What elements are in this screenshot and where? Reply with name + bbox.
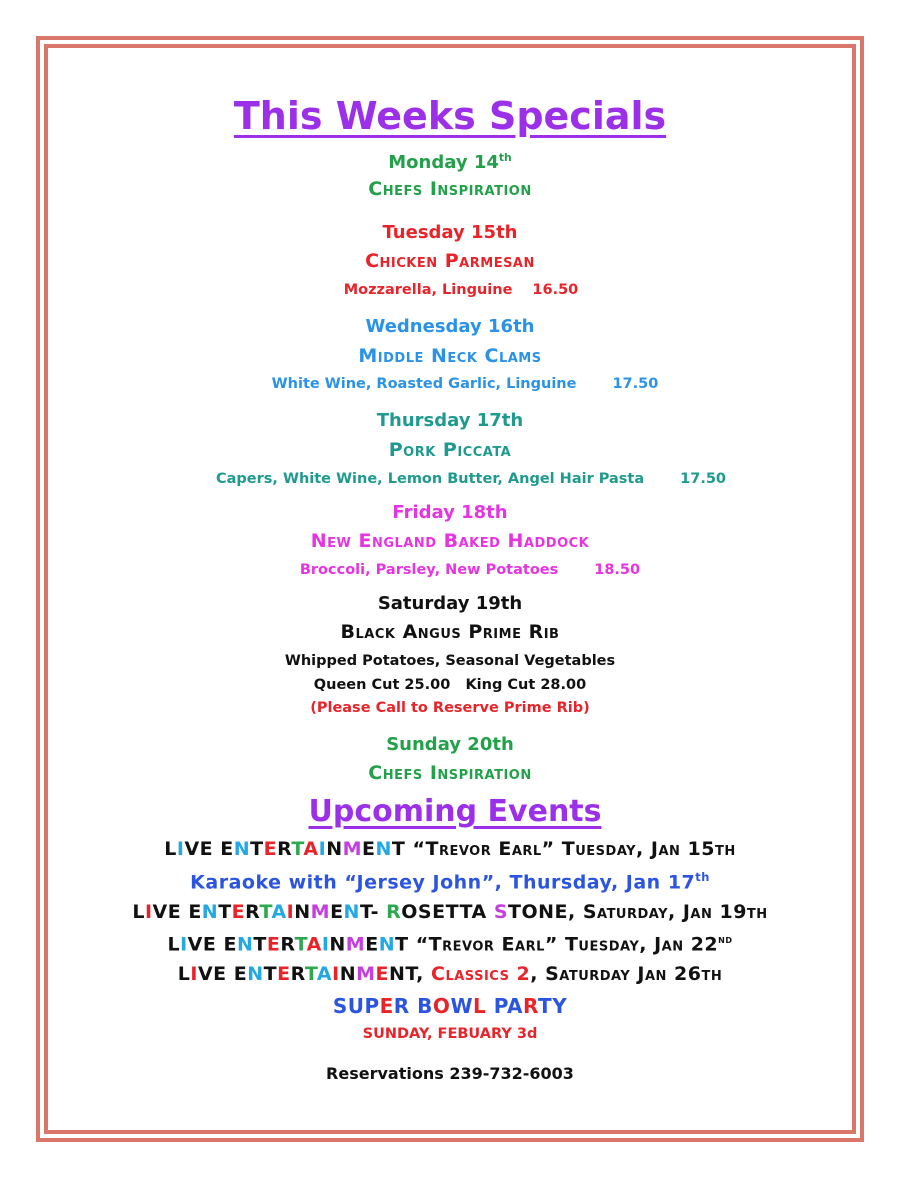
event-1-le: LIVE ENTERTAINMENT <box>164 838 406 860</box>
thursday-heading: Thursday 17th <box>376 410 524 431</box>
friday-desc: Broccoli, Parsley, New Potatoes <box>299 562 559 578</box>
event-1 <box>0 838 900 860</box>
wednesday-heading: Wednesday 16th <box>365 316 535 337</box>
saturday-heading: Saturday 19th <box>377 593 523 614</box>
tuesday-desc: Mozzarella, Linguine <box>343 282 513 298</box>
tuesday-desc-line <box>0 282 900 298</box>
saturday-desc: Whipped Potatoes, Seasonal Vegetables <box>284 653 616 669</box>
monday-dish: Chefs Inspiration <box>368 178 532 200</box>
tuesday-dish: Chicken Parmesan <box>365 250 535 272</box>
event-5-le: LIVE ENTERTAINMENT <box>177 963 417 985</box>
thursday-price: 17.50 <box>680 471 727 487</box>
friday-desc-line <box>0 562 900 578</box>
thursday-desc-line <box>0 471 900 487</box>
event-2-text: Karaoke with “Jersey John”, Thursday, Jan 17 <box>190 871 696 894</box>
events-title: Upcoming Events <box>308 794 602 829</box>
page-title: This Weeks Specials <box>233 94 667 138</box>
tuesday-heading: Tuesday 15th <box>382 222 518 243</box>
event-4: LIVE ENTERTAINMENT “Trevor Earl” Tuesday, Jan 22nd <box>167 932 733 956</box>
super-bowl-date: SUNDAY, FEBUARY 3d <box>362 1026 538 1042</box>
super-bowl-party: SUPER BOWL PARTY <box>332 994 568 1018</box>
event-1-text: “Trevor Earl” Tuesday, Jan 15th <box>405 838 736 860</box>
sunday-heading: Sunday 20th <box>386 734 514 755</box>
saturday-cuts: Queen Cut 25.00 King Cut 28.00 <box>313 677 587 693</box>
monday-sup: th <box>498 151 512 164</box>
event-2-sup: th <box>695 870 710 884</box>
event-4-le: LIVE ENTERTAINMENT <box>167 933 409 956</box>
thursday-desc: Capers, White Wine, Lemon Butter, Angel Hair Pasta <box>215 471 645 487</box>
monday-heading <box>0 151 900 173</box>
sunday-dish: Chefs Inspiration <box>368 762 532 784</box>
wednesday-dish: Middle Neck Clams <box>358 345 542 367</box>
event-4-text: “Trevor Earl” Tuesday, Jan 22 <box>408 933 719 956</box>
reservations: Reservations 239-732-6003 <box>326 1064 574 1083</box>
event-5-band: Classics 2 <box>431 963 531 985</box>
event-3: LIVE ENTERTAINMENT- ROSETTA STONE, Saturday, Jan 19th <box>132 901 768 923</box>
tuesday-price: 16.50 <box>532 282 579 298</box>
event-5: LIVE ENTERTAINMENT, Classics 2, Saturday Jan 26th <box>177 963 723 985</box>
wednesday-price: 17.50 <box>612 376 659 392</box>
saturday-note: (Please Call to Reserve Prime Rib) <box>310 700 590 716</box>
thursday-dish: Pork Piccata <box>388 439 512 461</box>
wednesday-desc: White Wine, Roasted Garlic, Linguine <box>271 376 577 392</box>
friday-price: 18.50 <box>594 562 641 578</box>
event-2 <box>0 870 900 893</box>
event-3-text: , Saturday, Jan 19th <box>568 901 768 923</box>
friday-heading: Friday 18th <box>392 502 508 523</box>
event-3-le: LIVE ENTERTAINMENT <box>132 901 371 923</box>
friday-dish: New England Baked Haddock <box>310 530 590 552</box>
event-5-text: , Saturday Jan 26th <box>530 963 723 985</box>
saturday-dish: Black Angus Prime Rib <box>340 621 560 643</box>
monday-day: Monday 14 <box>388 152 499 173</box>
wednesday-desc-line <box>0 376 900 392</box>
